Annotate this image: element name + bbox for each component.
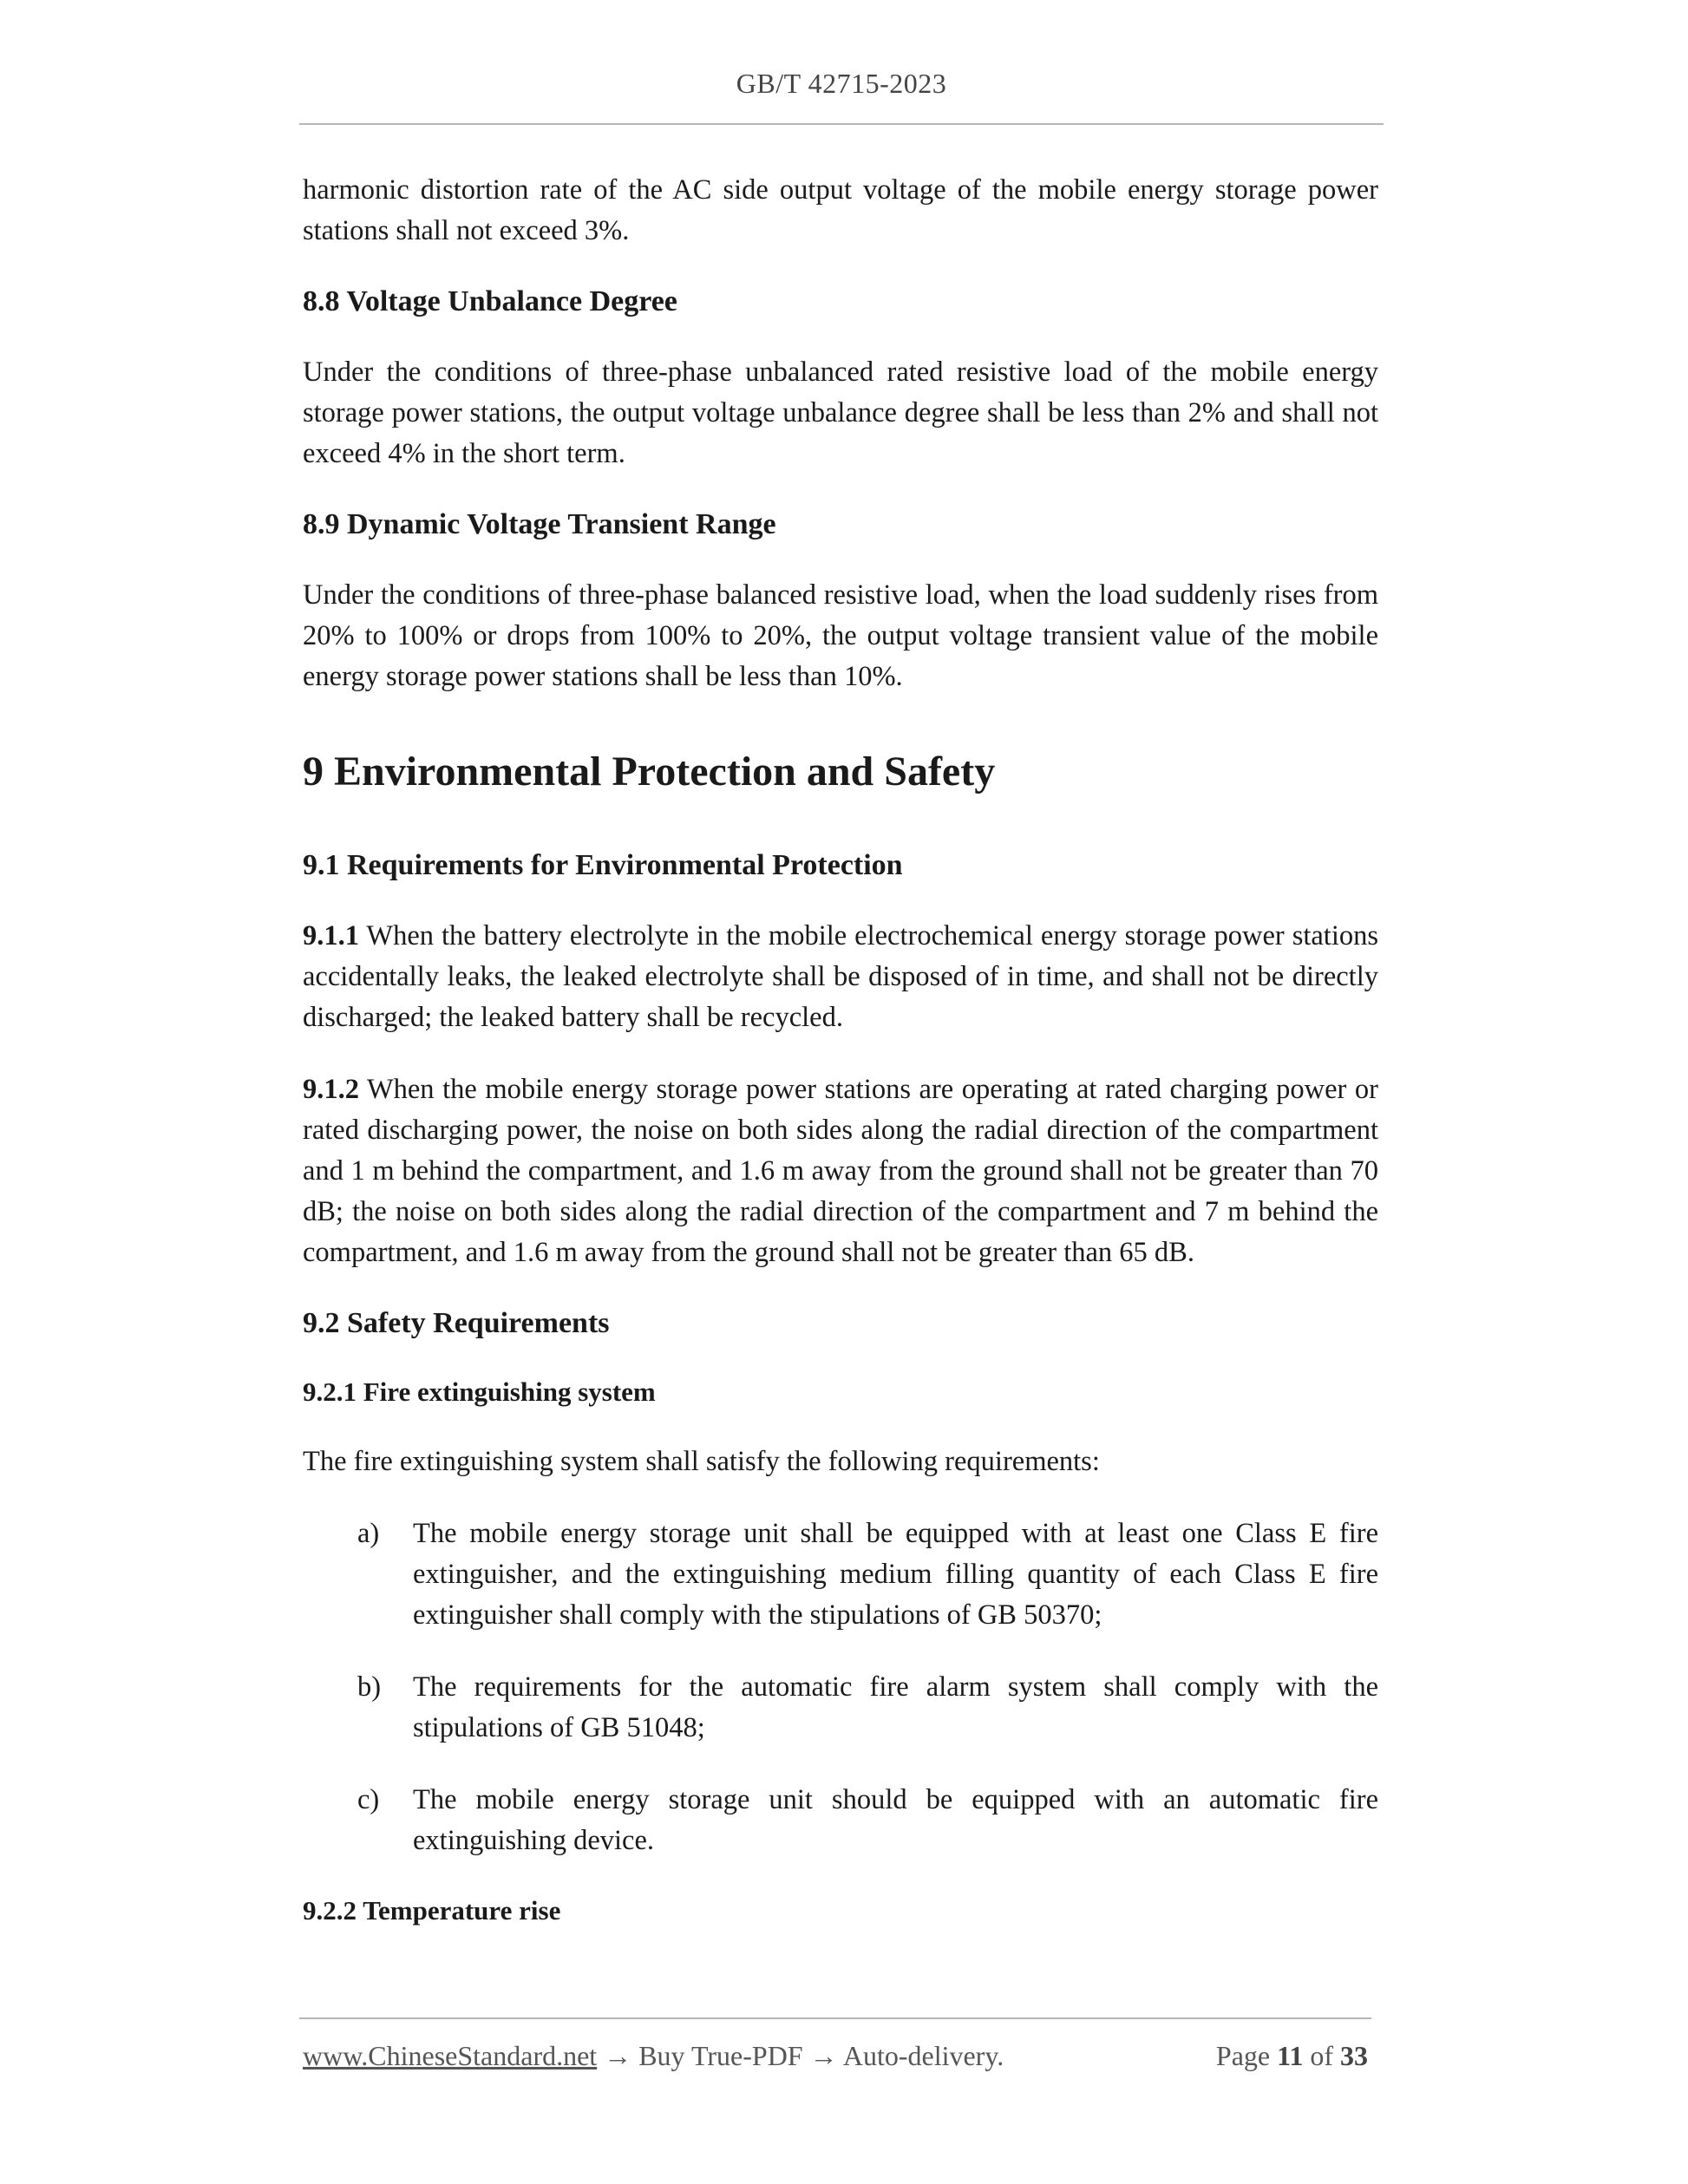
section-9-2-heading: 9.2 Safety Requirements: [303, 1307, 610, 1339]
document-header: [299, 68, 1384, 100]
section-8-8-text: Under the conditions of three-phase unbalanced rated resistive load of the mobile energy storage power stations, the output voltage unbalance degree shall be less than 2% and shall not exceed 4% in the short term.: [303, 356, 1378, 469]
section-9-2-1-heading: 9.2.1 Fire extinguishing system: [303, 1376, 656, 1407]
arrow-icon: →: [802, 2040, 843, 2071]
clause-9-1-2: [303, 1069, 1378, 1273]
of-label: of: [1310, 2040, 1333, 2071]
footer-promo: [303, 2037, 1004, 2075]
clause-9-1-1: [303, 916, 1378, 1038]
list-item-text: The mobile energy storage unit should be equipped with an automatic fire extinguishing device.: [413, 1784, 1378, 1856]
section-8-9-heading: 8.9 Dynamic Voltage Transient Range: [303, 508, 776, 540]
total-pages: 33: [1340, 2040, 1368, 2071]
section-8-9-text: Under the conditions of three-phase balanced resistive load, when the load suddenly rises from 20% to 100% or drops from 100% to 20%, the output voltage transient value of the mobile energy storage power stations shall be less than 10%.: [303, 579, 1378, 692]
standard-code: GB/T 42715-2023: [736, 68, 947, 99]
clause-text: When the battery electrolyte in the mobile electrochemical energy storage power stations accidentally leaks, the leaked electrolyte shall be disposed of in time, and shall not be directly discharged; the leaked battery shall be recycled.: [303, 920, 1378, 1033]
page-indicator: [1216, 2037, 1368, 2075]
list-item: [303, 1780, 1378, 1861]
list-marker: b): [357, 1671, 382, 1703]
clause-text: When the mobile energy storage power stations are operating at rated charging power or rated discharging power, the noise on both sides along the radial direction of the compartment and 1 m behind the compartment, and 1.6 m away from the ground shall not be greater than 70 dB; the noise on both sides along the radial direction of the compartment and 7 m behind the compartment, and 1.6 m away from the ground shall not be greater than 65 dB.: [303, 1074, 1378, 1268]
website-link[interactable]: www.ChineseStandard.net: [303, 2040, 598, 2071]
page-body: [303, 170, 1378, 1929]
list-item: [303, 1514, 1378, 1636]
arrow-icon: →: [597, 2040, 639, 2071]
header-divider: [299, 123, 1384, 125]
list-item-text: The requirements for the automatic fire alarm system shall comply with the stipulations of GB 51048;: [413, 1671, 1378, 1743]
list-marker: a): [357, 1518, 380, 1549]
footer-divider: [299, 2017, 1371, 2019]
page-label: Page: [1215, 2040, 1271, 2071]
clause-number: 9.1.2: [303, 1074, 359, 1105]
buy-pdf-text: Buy True-PDF: [638, 2040, 803, 2071]
list-item-text: The mobile energy storage unit shall be equipped with at least one Class E fire extinguisher, and the extinguishing medium filling quantity of each Class E fire extinguisher shall comply with the stipulations of GB 50370;: [413, 1518, 1378, 1631]
intro-paragraph: harmonic distortion rate of the AC side output voltage of the mobile energy storage power stations shall not exceed 3%.: [303, 174, 1378, 246]
chapter-9-heading: 9 Environmental Protection and Safety: [303, 749, 996, 794]
fire-system-intro: The fire extinguishing system shall satisfy the following requirements:: [303, 1446, 1100, 1477]
section-9-2-2-heading: 9.2.2 Temperature rise: [303, 1895, 561, 1926]
delivery-text: Auto-delivery.: [842, 2040, 1004, 2071]
section-9-1-heading: 9.1 Requirements for Environmental Protection: [303, 849, 903, 881]
clause-number: 9.1.1: [303, 920, 359, 951]
page-number: 11: [1277, 2040, 1304, 2071]
list-item: [303, 1667, 1378, 1749]
section-8-8-heading: 8.8 Voltage Unbalance Degree: [303, 285, 677, 317]
list-marker: c): [357, 1784, 380, 1815]
